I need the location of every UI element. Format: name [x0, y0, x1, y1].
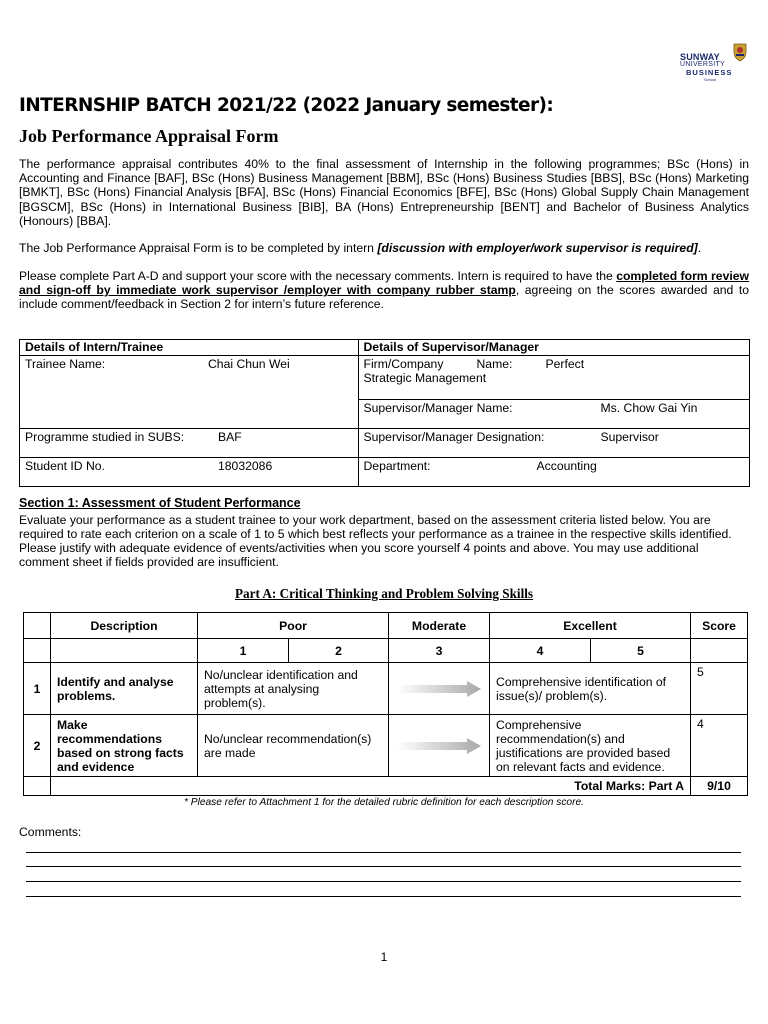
- table-row: [24, 715, 748, 777]
- section-1-text: Evaluate your performance as a student trainee to your work department, based on the assessment criteria listed below. You are required to rate each criterion on a scale of 1 to 5 which best reflects your performance as a trainee in the respective skills identified. Please justify with adequate evidence of events/activities when you score yourself 4 points and above. You may use additional comment sheet if fields provided are insufficient.: [19, 513, 732, 569]
- programme-label: Programme studied in SUBS:: [25, 430, 185, 444]
- scale-blank-1: [24, 639, 51, 663]
- scale-blank-2: [51, 639, 198, 663]
- designation-label: Supervisor/Manager Designation:: [363, 430, 545, 444]
- row-excellent-text: Comprehensive identification of issue(s)/ problem(s).: [490, 663, 691, 715]
- comment-line: [26, 852, 741, 853]
- arrow-right-icon: [397, 738, 481, 754]
- student-id-label: Student ID No.: [25, 459, 105, 473]
- details-table: [19, 339, 750, 487]
- supervisor-name-label: Supervisor/Manager Name:: [363, 401, 513, 415]
- header-excellent: Excellent: [490, 613, 691, 639]
- total-label: Total Marks: Part A: [51, 777, 691, 796]
- total-value: 9/10: [691, 777, 748, 796]
- p3-underlined: completed form review and sign-off by immediate work supervisor /employer with company rubber stamp: [19, 269, 749, 298]
- supervisor-name-value: Ms. Chow Gai Yin: [600, 401, 698, 415]
- table-row: [24, 663, 748, 715]
- intro-paragraph-1: The performance appraisal contributes 40% to the final assessment of Internship in the following programmes; BSc (Hons) in Accounting and Finance [BAF], BSc (Hons) Business Management [BBM], BSc (Hons) Business Studies [BBS], BSc (Hons) Marketing [BMKT], BSc (Hons) Financial Analysis [BFA], BSc (Hons) Financial Economics [BFE], BSc (Hons) Global Supply Chain Management [BGSCM], BSc (Hons) in International Business [BIB], BA (Hons) Entrepreneurship [BENT] and Bachelor of Business Analytics (Honours) [BBA].: [19, 157, 749, 228]
- department-cell: [358, 458, 750, 487]
- part-a-title: Part A: Critical Thinking and Problem Solving Skills: [234, 586, 534, 601]
- trainee-name-label: Trainee Name:: [25, 357, 106, 371]
- firm-name-label: Name:: [476, 357, 513, 371]
- logo-line-4: School: [704, 77, 717, 82]
- row-number: 1: [24, 663, 51, 715]
- scale-blank-3: [691, 639, 748, 663]
- row-poor-text: No/unclear identification and attempts at analysing problem(s).: [198, 663, 389, 715]
- intro-paragraph-3: [19, 269, 749, 312]
- header-description: Description: [51, 613, 198, 639]
- supervisor-name-cell: [358, 400, 750, 429]
- form-title: Job Performance Appraisal Form: [19, 126, 279, 146]
- firm-value-1: Perfect: [545, 357, 585, 371]
- row-arrow-cell: [389, 663, 490, 715]
- firm-label: Firm/Company: [363, 357, 444, 371]
- p2-end: .: [697, 241, 702, 255]
- programme-cell: [20, 429, 359, 458]
- designation-value: Supervisor: [600, 430, 659, 444]
- page-number: 1: [380, 950, 388, 964]
- p2-text: The Job Performance Appraisal Form is to be completed by intern: [19, 241, 378, 255]
- logo-line-3: BUSINESS: [686, 68, 733, 77]
- batch-title: INTERNSHIP BATCH 2021/22 (2022 January semester):: [19, 95, 554, 116]
- trainee-name-value: Chai Chun Wei: [208, 357, 290, 371]
- header-poor: Poor: [198, 613, 389, 639]
- programme-value: BAF: [218, 430, 242, 444]
- rubric-corner: [24, 613, 51, 639]
- firm-value-2: Strategic Management: [363, 371, 487, 385]
- comment-line: [26, 881, 741, 882]
- scale-3: 3: [389, 639, 490, 663]
- department-label: Department:: [363, 459, 431, 473]
- row-description: Identify and analyse problems.: [51, 663, 198, 715]
- arrow-right-icon: [397, 681, 481, 697]
- intro-paragraph-2: [19, 241, 749, 255]
- row-description: Make recommendations based on strong facts and evidence: [51, 715, 198, 777]
- section-1-title: Section 1: Assessment of Student Performance: [19, 496, 301, 510]
- rubric-note: * Please refer to Attachment 1 for the detailed rubric definition for each description score.: [184, 797, 584, 808]
- scale-1: 1: [198, 639, 289, 663]
- student-id-cell: [20, 458, 359, 487]
- p3-end: , agreeing on the scores awarded and to include comment/feedback in Section 2 for intern’s future reference.: [19, 283, 750, 312]
- row-poor-text: No/unclear recommendation(s) are made: [198, 715, 389, 777]
- total-blank: [24, 777, 51, 796]
- crest-icon: [732, 42, 748, 62]
- comment-line: [26, 866, 741, 867]
- department-value: Accounting: [536, 459, 597, 473]
- logo-line-2: UNIVERSITY: [680, 61, 726, 68]
- header-moderate: Moderate: [389, 613, 490, 639]
- designation-cell: [358, 429, 750, 458]
- row-excellent-text: Comprehensive recommendation(s) and justifications are provided based on relevant facts and evidence.: [490, 715, 691, 777]
- scale-5: 5: [591, 639, 691, 663]
- firm-cell: [358, 356, 750, 400]
- university-logo: [678, 42, 750, 82]
- p3-text: Please complete Part A-D and support your score with the necessary comments. Intern is required to have the: [19, 269, 617, 283]
- part-a-rubric-table: [23, 612, 748, 796]
- intern-details-header: Details of Intern/Trainee: [20, 340, 359, 356]
- supervisor-details-header: Details of Supervisor/Manager: [358, 340, 750, 356]
- row-arrow-cell: [389, 715, 490, 777]
- trainee-name-cell: [20, 356, 359, 429]
- logo-line-1: SUNWAY: [680, 52, 720, 62]
- row-score: 5: [691, 663, 748, 715]
- comments-label: Comments:: [19, 825, 82, 839]
- header-score: Score: [691, 613, 748, 639]
- scale-2: 2: [289, 639, 389, 663]
- row-number: 2: [24, 715, 51, 777]
- row-score: 4: [691, 715, 748, 777]
- scale-4: 4: [490, 639, 591, 663]
- student-id-value: 18032086: [218, 459, 273, 473]
- p2-emphasis: [discussion with employer/work supervisor is required]: [377, 241, 698, 255]
- comment-line: [26, 896, 741, 897]
